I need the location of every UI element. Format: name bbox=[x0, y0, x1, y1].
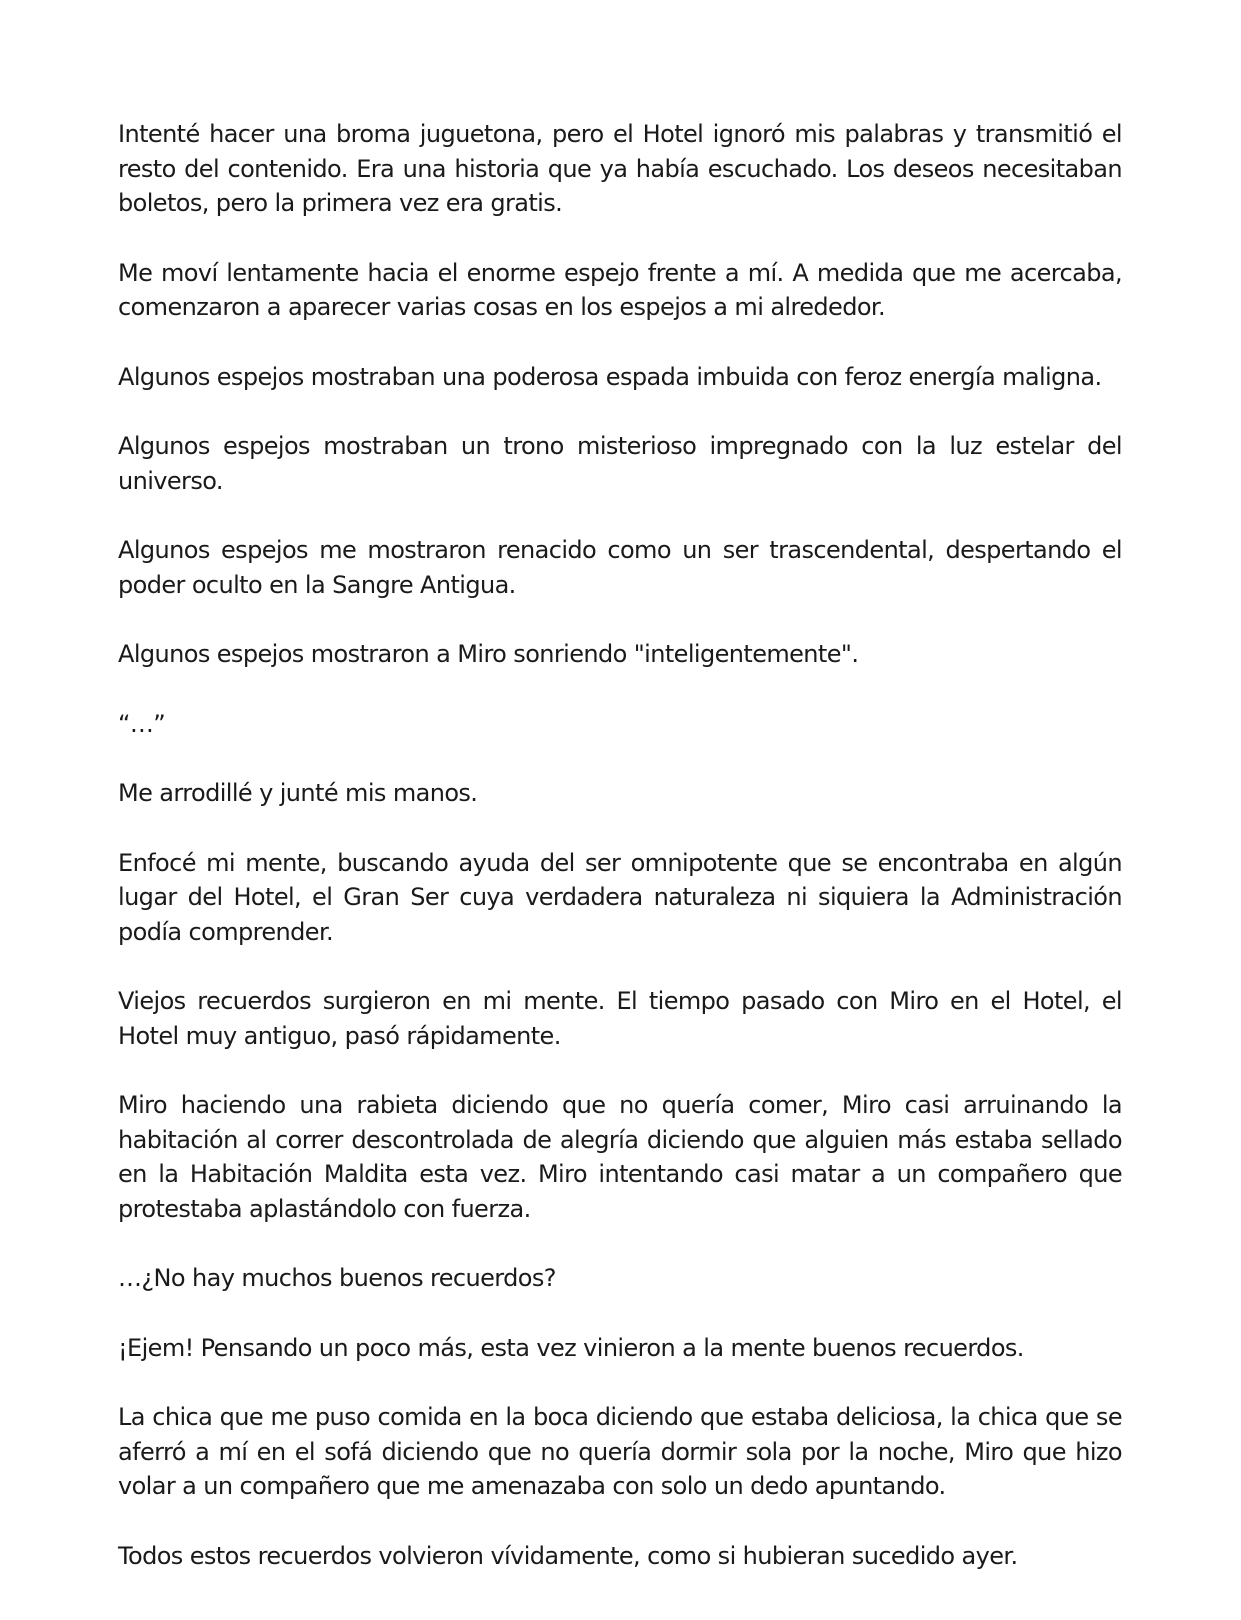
paragraph-2: Me moví lentamente hacia el enorme espejo frente a mí. A medida que me acercaba, comenzaron a aparecer varias cosas en los espejos a mi alrededor. bbox=[118, 258, 1122, 321]
paragraph-3: Algunos espejos mostraban una poderosa espada imbuida con feroz energía maligna. bbox=[118, 362, 1102, 391]
paragraph-6: Algunos espejos mostraron a Miro sonriendo "inteligentemente". bbox=[118, 640, 859, 668]
paragraph-11: Miro haciendo una rabieta diciendo que no quería comer, Miro casi arruinando la habitación al correr descontrolada de alegría diciendo que alguien más estaba sellado en la Habitación Maldita esta vez. Miro intentando casi matar a un compañero que protestaba aplastándolo con fuerza. bbox=[118, 1091, 1122, 1223]
paragraph-10: Viejos recuerdos surgieron en mi mente. El tiempo pasado con Miro en el Hotel, el Hotel muy antiguo, pasó rápidamente. bbox=[118, 987, 1122, 1050]
paragraph-8: Me arrodillé y junté mis manos. bbox=[118, 779, 478, 807]
paragraph-15: Todos estos recuerdos volvieron vívidamente, como si hubieran sucedido ayer. bbox=[118, 1541, 1018, 1570]
paragraph-12: …¿No hay muchos buenos recuerdos? bbox=[118, 1264, 556, 1292]
paragraph-14: La chica que me puso comida en la boca diciendo que estaba deliciosa, la chica que se aferró a mí en el sofá diciendo que no quería dormir sola por la noche, Miro que hizo volar a un compañero que me amenazaba con solo un dedo apuntando. bbox=[118, 1403, 1122, 1500]
paragraph-7: “…” bbox=[118, 709, 166, 738]
paragraph-9: Enfocé mi mente, buscando ayuda del ser omnipotente que se encontraba en algún lugar del Hotel, el Gran Ser cuya verdadera naturaleza ni siquiera la Administración podía comprender. bbox=[118, 848, 1122, 946]
paragraph-1: Intenté hacer una broma juguetona, pero el Hotel ignoró mis palabras y transmitió el resto del contenido. Era una historia que ya había escuchado. Los deseos necesitaban boletos, pero la primera vez era gratis. bbox=[118, 120, 1122, 217]
document-body bbox=[118, 117, 1122, 1573]
paragraph-13: ¡Ejem! Pensando un poco más, esta vez vinieron a la mente buenos recuerdos. bbox=[118, 1333, 1024, 1362]
paragraph-4: Algunos espejos mostraban un trono misterioso impregnado con la luz estelar del universo. bbox=[118, 432, 1122, 495]
paragraph-5: Algunos espejos me mostraron renacido como un ser trascendental, despertando el poder oculto en la Sangre Antigua. bbox=[118, 536, 1122, 599]
